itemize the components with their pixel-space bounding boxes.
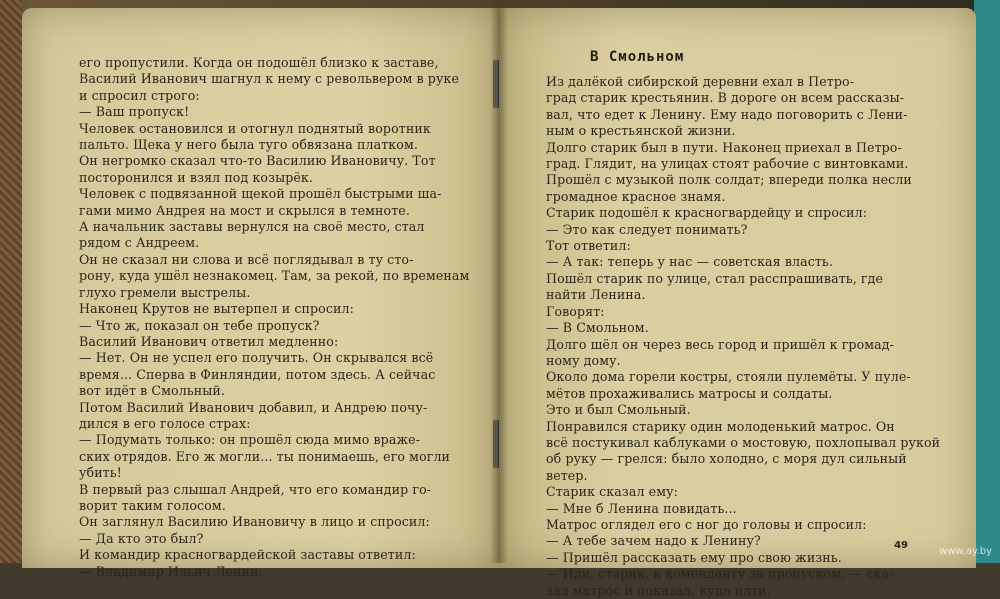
left-page [22, 8, 498, 579]
text-line: дился в его голосе страх: [79, 415, 251, 431]
text-line: — Ваш пропуск! [79, 104, 190, 120]
text-line: Наконец Крутов не вытерпел и спросил: [79, 301, 354, 317]
text-line: Прошёл с музыкой полк солдат; впереди полка несли [546, 172, 912, 188]
right-page-text [546, 74, 940, 599]
text-line: — А так: теперь у нас — советская власть. [546, 254, 833, 270]
text-line: Тот ответил: [546, 238, 631, 254]
text-line: Потом Василий Иванович добавил, и Андрею почу- [79, 399, 428, 415]
tablecloth-left [0, 0, 22, 563]
chapter-heading: В Смольном [590, 49, 685, 65]
text-line: — Мне б Ленина повидать... [546, 500, 737, 516]
text-line: Он не сказал ни слова и всё поглядывал в ту сто- [79, 251, 414, 267]
text-line: зал матрос и показал, куда идти. [546, 582, 771, 598]
text-line: — Владимир Ильич Ленин. [79, 563, 263, 579]
text-line: всё постукивал каблуками о мостовую, похлопывал рукой [546, 434, 941, 450]
text-line: глухо гремели выстрелы. [79, 284, 251, 300]
left-page-text [79, 55, 469, 580]
text-line: — Пришёл рассказать ему про свою жизнь. [546, 549, 842, 565]
text-line: Василий Иванович шагнул к нему с револьвером в руке [79, 71, 459, 87]
tablecloth-right [974, 0, 1000, 563]
text-line: А начальник заставы вернулся на своё место, стал [79, 219, 425, 235]
text-line: Говорят: [546, 303, 605, 319]
text-line: И командир красногвардейской заставы ответил: [79, 547, 416, 563]
text-line: ным о крестьянской жизни. [546, 123, 736, 139]
text-line: вал, что едет к Ленину. Ему надо поговорить с Лени- [546, 106, 908, 122]
text-line: гами мимо Андрея на мост и скрылся в темноте. [79, 202, 410, 218]
text-line: — В Смольном. [546, 320, 649, 336]
text-line: Это и был Смольный. [546, 402, 691, 418]
text-line: Он заглянул Василию Ивановичу в лицо и спросил: [79, 514, 430, 530]
text-line: и спросил строго: [79, 87, 200, 103]
text-line: град. Глядит, на улицах стоят рабочие с винтовками. [546, 156, 909, 172]
text-line: громадное красное знамя. [546, 188, 726, 204]
text-line: Около дома горели костры, стояли пулемёты. У пуле- [546, 369, 911, 385]
text-line: пальто. Щека у него была туго обвязана платком. [79, 137, 418, 153]
text-line: мётов прохаживались матросы и солдаты. [546, 385, 833, 401]
watermark: www.ay.by [939, 546, 992, 557]
right-page [498, 8, 976, 598]
text-line: — Что ж, показал он тебе пропуск? [79, 317, 320, 333]
text-line: — Подумать только: он прошёл сюда мимо враже- [79, 432, 421, 448]
staple-top [493, 60, 498, 108]
text-line: — А тебе зачем надо к Ленину? [546, 533, 761, 549]
text-line: — Иди, старик, к коменданту за пропуском, — ска- [546, 566, 894, 582]
text-line: Долго старик был в пути. Наконец приехал в Петро- [546, 139, 902, 155]
text-line: Человек с подвязанной щекой прошёл быстрыми ша- [79, 186, 442, 202]
text-line: посторонился и взял под козырёк. [79, 169, 313, 185]
text-line: — Нет. Он не успел его получить. Он скрывался всё [79, 350, 434, 366]
text-line: об руку — грелся: было холодно, с моря дул сильный [546, 451, 907, 467]
text-line: Он негромко сказал что-то Василию Ивановичу. Тот [79, 153, 436, 169]
text-line: рядом с Андреем. [79, 235, 200, 251]
text-line: В первый раз слышал Андрей, что его командир го- [79, 481, 432, 497]
text-line: его пропустили. Когда он подошёл близко к заставе, [79, 55, 439, 70]
text-line: Долго шёл он через весь город и пришёл к громад- [546, 336, 894, 352]
text-line: град старик крестьянин. В дороге он всем рассказы- [546, 90, 905, 106]
text-line: ветер. [546, 467, 588, 483]
text-line: Матрос оглядел его с ног до головы и спросил: [546, 516, 867, 532]
text-line: Понравился старику один молоденький матрос. Он [546, 418, 895, 434]
text-line: ских отрядов. Его ж могли... ты понимаешь, его могли [79, 448, 451, 464]
text-line: вот идёт в Смольный. [79, 383, 225, 399]
text-line: убить! [79, 465, 122, 481]
staple-bottom [493, 420, 498, 468]
text-line: Человек остановился и отогнул поднятый воротник [79, 120, 431, 136]
text-line: Пошёл старик по улице, стал расспрашивать, где [546, 270, 884, 286]
text-line: время... Сперва в Финляндии, потом здесь. А сейчас [79, 366, 436, 382]
text-line: — Да кто это был? [79, 530, 204, 546]
page-number: 49 [894, 540, 908, 551]
text-line: рону, куда ушёл незнакомец. Там, за рекой, по временам [79, 268, 470, 284]
text-line: Василий Иванович ответил медленно: [79, 333, 339, 349]
text-line: — Это как следует понимать? [546, 221, 748, 237]
text-line: найти Ленина. [546, 287, 646, 303]
text-line: ному дому. [546, 352, 621, 368]
text-line: Из далёкой сибирской деревни ехал в Петро- [546, 74, 855, 89]
text-line: Старик подошёл к красногвардейцу и спросил: [546, 205, 868, 221]
text-line: Старик сказал ему: [546, 484, 678, 500]
text-line: ворит таким голосом. [79, 497, 226, 513]
